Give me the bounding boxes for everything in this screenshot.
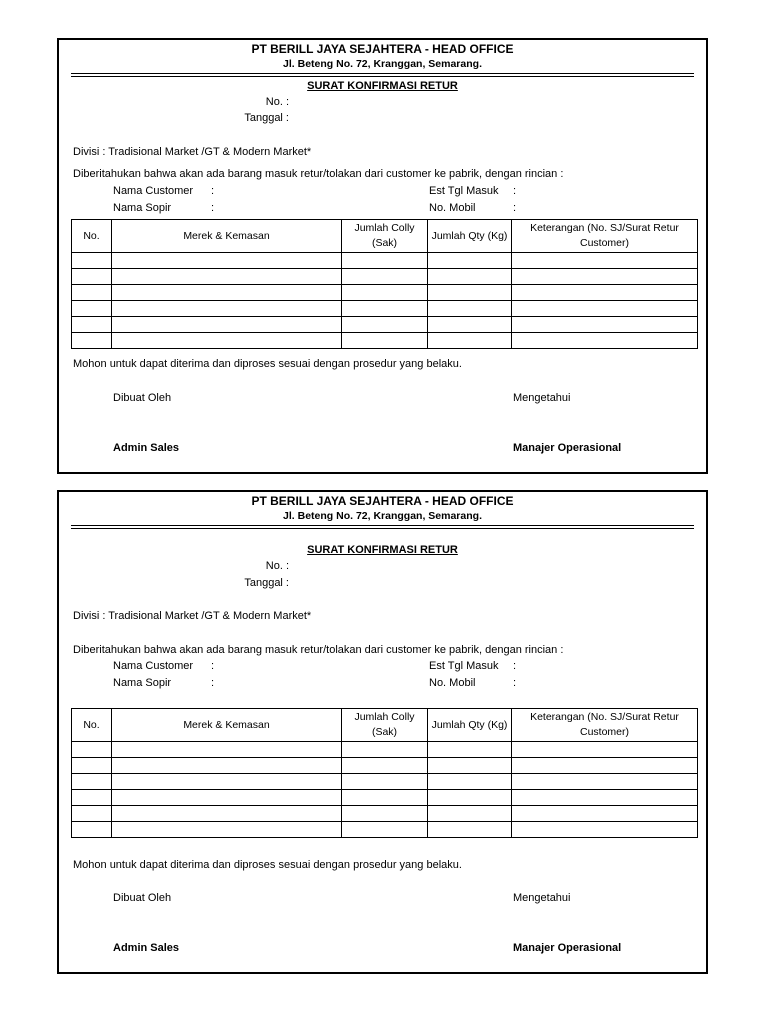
col-merek: Merek & Kemasan (112, 709, 342, 742)
no-mobil-colon: : (513, 202, 517, 214)
header-rule (71, 73, 694, 77)
table-row (72, 758, 698, 774)
dibuat-oleh-label: Dibuat Oleh (113, 892, 172, 904)
form-title: SURAT KONFIRMASI RETUR (307, 544, 458, 556)
nama-sopir-colon: : (211, 677, 215, 689)
manajer-signature: Manajer Operasional (513, 442, 622, 454)
mengetahui-label: Mengetahui (513, 392, 571, 404)
divisi-text: Divisi : Tradisional Market /GT & Modern Market* (73, 146, 312, 158)
nama-customer-label: Nama Customer (113, 185, 194, 197)
closing-text: Mohon untuk dapat diterima dan diproses sesuai dengan prosedur yang belaku. (73, 358, 462, 370)
est-tgl-masuk-label: Est Tgl Masuk (429, 185, 499, 197)
table-row (72, 285, 698, 301)
nama-sopir-label: Nama Sopir (113, 677, 172, 689)
header-rule (71, 525, 694, 529)
table-row (72, 301, 698, 317)
manajer-signature: Manajer Operasional (513, 942, 622, 954)
est-tgl-masuk-colon: : (513, 660, 517, 672)
col-merek: Merek & Kemasan (112, 220, 342, 253)
table-row (72, 774, 698, 790)
return-form-2 (57, 490, 708, 974)
divisi-text: Divisi : Tradisional Market /GT & Modern Market* (73, 610, 312, 622)
table-row (72, 269, 698, 285)
no-label: No. : (265, 560, 289, 572)
tanggal-label: Tanggal : (244, 112, 289, 124)
table-row (72, 333, 698, 349)
col-no: No. (72, 709, 112, 742)
col-jumlah-qty: Jumlah Qty (Kg) (428, 709, 512, 742)
nama-sopir-label: Nama Sopir (113, 202, 172, 214)
nama-sopir-colon: : (211, 202, 215, 214)
tanggal-label: Tanggal : (244, 577, 289, 589)
no-mobil-label: No. Mobil (429, 202, 476, 214)
form-title: SURAT KONFIRMASI RETUR (307, 80, 458, 92)
company-name: PT BERILL JAYA SEJAHTERA - HEAD OFFICE (251, 42, 514, 56)
nama-customer-colon: : (211, 185, 215, 197)
company-address: Jl. Beteng No. 72, Kranggan, Semarang. (283, 58, 482, 70)
no-mobil-colon: : (513, 677, 517, 689)
table-header-row (72, 220, 698, 253)
col-jumlah-qty: Jumlah Qty (Kg) (428, 220, 512, 253)
return-form-1 (57, 38, 708, 474)
retur-table (71, 708, 698, 838)
table-row (72, 742, 698, 758)
est-tgl-masuk-label: Est Tgl Masuk (429, 660, 499, 672)
nama-customer-label: Nama Customer (113, 660, 194, 672)
table-row (72, 253, 698, 269)
col-no: No. (72, 220, 112, 253)
col-keterangan: Keterangan (No. SJ/Surat Retur Customer) (512, 220, 698, 253)
no-label: No. : (265, 96, 289, 108)
nama-customer-colon: : (211, 660, 215, 672)
table-row (72, 317, 698, 333)
col-jumlah-colly: Jumlah Colly (Sak) (342, 709, 428, 742)
col-jumlah-colly: Jumlah Colly (Sak) (342, 220, 428, 253)
no-mobil-label: No. Mobil (429, 677, 476, 689)
table-header-row (72, 709, 698, 742)
dibuat-oleh-label: Dibuat Oleh (113, 392, 172, 404)
retur-table (71, 219, 698, 349)
table-row (72, 822, 698, 838)
closing-text: Mohon untuk dapat diterima dan diproses sesuai dengan prosedur yang belaku. (73, 859, 462, 871)
admin-sales-signature: Admin Sales (113, 442, 180, 454)
table-row (72, 806, 698, 822)
col-keterangan: Keterangan (No. SJ/Surat Retur Customer) (512, 709, 698, 742)
table-row (72, 790, 698, 806)
notice-text: Diberitahukan bahwa akan ada barang masuk retur/tolakan dari customer ke pabrik, dengan rincian : (73, 644, 564, 656)
company-address: Jl. Beteng No. 72, Kranggan, Semarang. (283, 510, 482, 522)
mengetahui-label: Mengetahui (513, 892, 571, 904)
est-tgl-masuk-colon: : (513, 185, 517, 197)
notice-text: Diberitahukan bahwa akan ada barang masuk retur/tolakan dari customer ke pabrik, dengan rincian : (73, 168, 564, 180)
company-name: PT BERILL JAYA SEJAHTERA - HEAD OFFICE (251, 494, 514, 508)
admin-sales-signature: Admin Sales (113, 942, 180, 954)
